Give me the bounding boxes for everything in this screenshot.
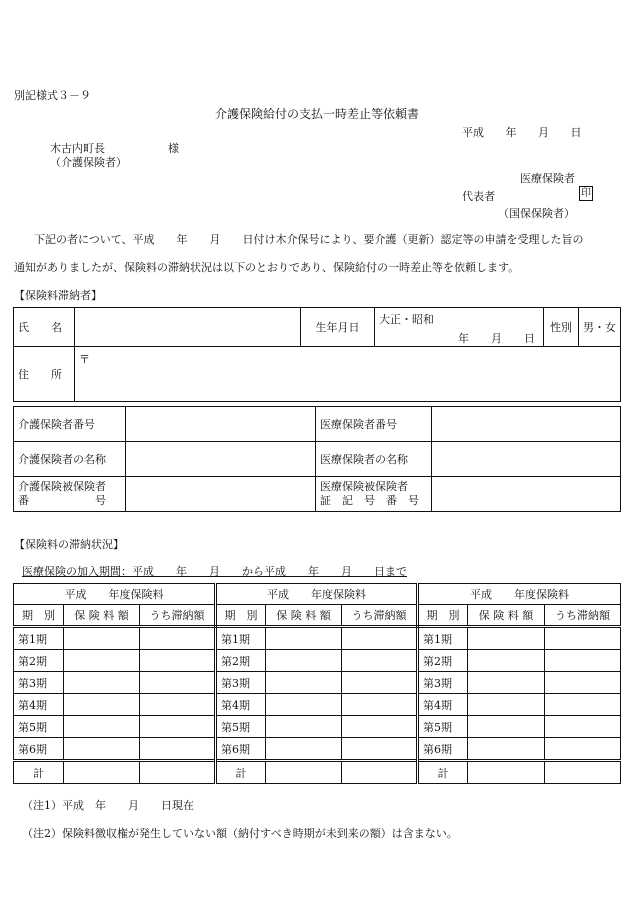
enrollment-period: 医療保険の加入期間：平成 年 月 から平成 年 月 日まで bbox=[22, 565, 407, 578]
iryo-insurer-no-label: 医療保険者番号 bbox=[316, 407, 432, 442]
form-id: 別記様式３－９ bbox=[14, 89, 91, 102]
table-row bbox=[14, 738, 621, 761]
premium-cell[interactable] bbox=[266, 738, 342, 761]
premium-cell[interactable] bbox=[64, 716, 140, 738]
col-premium: 保 険 料 額 bbox=[266, 605, 342, 627]
addressee-role: （介護保険者） bbox=[50, 156, 127, 169]
term-label: 第3期 bbox=[418, 672, 468, 694]
arrears-total-cell[interactable] bbox=[342, 761, 418, 784]
col-premium: 保 険 料 額 bbox=[64, 605, 140, 627]
arrears-cell[interactable] bbox=[342, 716, 418, 738]
premium-cell[interactable] bbox=[468, 738, 545, 761]
premium-cell[interactable] bbox=[468, 627, 545, 650]
term-label: 第2期 bbox=[14, 650, 64, 672]
table-row bbox=[14, 716, 621, 738]
premium-cell[interactable] bbox=[64, 627, 140, 650]
total-label: 計 bbox=[14, 761, 64, 784]
premium-cell[interactable] bbox=[468, 694, 545, 716]
person-table bbox=[13, 307, 621, 402]
name-label: 氏 名 bbox=[14, 308, 75, 347]
iryo-insurer-no-field[interactable] bbox=[432, 407, 621, 442]
fiscal-header-2: 平成 年度保険料 bbox=[216, 584, 418, 605]
term-label: 第1期 bbox=[418, 627, 468, 650]
addressee-name: 木古内町長 bbox=[50, 142, 105, 155]
total-label: 計 bbox=[418, 761, 468, 784]
postal-mark: 〒 bbox=[79, 353, 90, 366]
term-label: 第3期 bbox=[14, 672, 64, 694]
table-row bbox=[14, 627, 621, 650]
premium-total-cell[interactable] bbox=[266, 761, 342, 784]
iryo-insurer-name-field[interactable] bbox=[432, 442, 621, 477]
premium-cell[interactable] bbox=[266, 694, 342, 716]
dob-field[interactable] bbox=[375, 308, 544, 347]
document-title: 介護保険給付の支払一時差止等依頼書 bbox=[215, 107, 420, 121]
fiscal-header-3: 平成 年度保険料 bbox=[418, 584, 621, 605]
kaigo-insured-no-field[interactable] bbox=[126, 477, 316, 512]
arrears-cell[interactable] bbox=[545, 738, 621, 761]
premium-cell[interactable] bbox=[64, 650, 140, 672]
kaigo-insurer-no-field[interactable] bbox=[126, 407, 316, 442]
date-line bbox=[462, 124, 582, 140]
term-label: 第5期 bbox=[14, 716, 64, 738]
date-month: 月 bbox=[538, 126, 549, 139]
table-row bbox=[14, 650, 621, 672]
arrears-table bbox=[13, 583, 621, 784]
premium-cell[interactable] bbox=[266, 650, 342, 672]
table-row bbox=[14, 694, 621, 716]
col-arrears: うち滞納額 bbox=[140, 605, 216, 627]
arrears-cell[interactable] bbox=[545, 694, 621, 716]
arrears-cell[interactable] bbox=[342, 694, 418, 716]
col-arrears: うち滞納額 bbox=[545, 605, 621, 627]
col-premium: 保 険 料 額 bbox=[468, 605, 545, 627]
arrears-cell[interactable] bbox=[342, 672, 418, 694]
premium-cell[interactable] bbox=[468, 716, 545, 738]
kaigo-insurer-no-label: 介護保険者番号 bbox=[14, 407, 126, 442]
col-term: 期 別 bbox=[14, 605, 64, 627]
term-label: 第3期 bbox=[216, 672, 266, 694]
term-label: 第2期 bbox=[418, 650, 468, 672]
sender-rep: 代表者 bbox=[462, 190, 495, 203]
term-label: 第5期 bbox=[216, 716, 266, 738]
term-label: 第4期 bbox=[418, 694, 468, 716]
arrears-cell[interactable] bbox=[140, 716, 216, 738]
iryo-insured-no-label: 医療保険被保険者 証 記 号 番 号 bbox=[316, 477, 432, 512]
dob-ymd: 年 月 日 bbox=[458, 332, 535, 345]
arrears-cell[interactable] bbox=[342, 738, 418, 761]
term-label: 第4期 bbox=[216, 694, 266, 716]
arrears-cell[interactable] bbox=[545, 627, 621, 650]
address-field[interactable] bbox=[75, 347, 621, 402]
col-term: 期 別 bbox=[216, 605, 266, 627]
total-row bbox=[14, 761, 621, 784]
arrears-cell[interactable] bbox=[140, 694, 216, 716]
sex-label: 性別 bbox=[544, 308, 579, 347]
iryo-insurer-name-label: 医療保険者の名称 bbox=[316, 442, 432, 477]
premium-cell[interactable] bbox=[64, 738, 140, 761]
premium-cell[interactable] bbox=[468, 650, 545, 672]
kaigo-insurer-name-field[interactable] bbox=[126, 442, 316, 477]
fiscal-header-1: 平成 年度保険料 bbox=[14, 584, 216, 605]
kaigo-insurer-name-label: 介護保険者の名称 bbox=[14, 442, 126, 477]
date-year: 年 bbox=[505, 126, 517, 139]
premium-cell[interactable] bbox=[266, 672, 342, 694]
name-field[interactable] bbox=[75, 308, 301, 347]
arrears-cell[interactable] bbox=[140, 627, 216, 650]
premium-cell[interactable] bbox=[468, 672, 545, 694]
dob-label: 生年月日 bbox=[301, 308, 375, 347]
term-label: 第6期 bbox=[216, 738, 266, 761]
addressee-honorific: 様 bbox=[168, 142, 179, 155]
section-heading-delinquent: 【保険料滞納者】 bbox=[14, 289, 102, 302]
arrears-cell[interactable] bbox=[545, 672, 621, 694]
premium-cell[interactable] bbox=[64, 694, 140, 716]
address-label: 住 所 bbox=[14, 347, 75, 402]
sender-org: 医療保険者 bbox=[520, 172, 575, 185]
col-arrears: うち滞納額 bbox=[342, 605, 418, 627]
sex-field[interactable]: 男・女 bbox=[579, 308, 621, 347]
term-label: 第1期 bbox=[14, 627, 64, 650]
arrears-cell[interactable] bbox=[545, 650, 621, 672]
term-label: 第4期 bbox=[14, 694, 64, 716]
arrears-cell[interactable] bbox=[545, 716, 621, 738]
premium-cell[interactable] bbox=[266, 627, 342, 650]
kaigo-insured-no-label: 介護保険被保険者 番 号 bbox=[14, 477, 126, 512]
term-label: 第5期 bbox=[418, 716, 468, 738]
arrears-cell[interactable] bbox=[140, 738, 216, 761]
section-heading-arrears: 【保険料の滞納状況】 bbox=[14, 538, 124, 551]
premium-cell[interactable] bbox=[266, 716, 342, 738]
dob-era: 大正・昭和 bbox=[379, 313, 434, 326]
table-row bbox=[14, 672, 621, 694]
total-label: 計 bbox=[216, 761, 266, 784]
term-label: 第6期 bbox=[14, 738, 64, 761]
seal-mark: 印 bbox=[581, 188, 591, 199]
note-1: （注1）平成 年 月 日現在 bbox=[22, 799, 194, 812]
term-label: 第2期 bbox=[216, 650, 266, 672]
arrears-total-cell[interactable] bbox=[140, 761, 216, 784]
date-day: 日 bbox=[570, 126, 582, 139]
premium-total-cell[interactable] bbox=[64, 761, 140, 784]
term-label: 第1期 bbox=[216, 627, 266, 650]
arrears-total-cell[interactable] bbox=[545, 761, 621, 784]
insurer-table bbox=[13, 406, 621, 512]
col-term: 期 別 bbox=[418, 605, 468, 627]
body-line-1: 下記の者について、平成 年 月 日付け木介保号により、要介護（更新）認定等の申請を受理した旨の bbox=[34, 233, 584, 246]
iryo-insured-no-field[interactable] bbox=[432, 477, 621, 512]
arrears-cell[interactable] bbox=[342, 627, 418, 650]
premium-total-cell[interactable] bbox=[468, 761, 545, 784]
sender-role: （国保保険者） bbox=[498, 207, 575, 220]
note-2: （注2）保険料徴収権が発生していない額（納付すべき時期が未到来の額）は含まない。 bbox=[22, 827, 458, 840]
arrears-cell[interactable] bbox=[140, 672, 216, 694]
date-era: 平成 bbox=[462, 126, 484, 139]
arrears-cell[interactable] bbox=[140, 650, 216, 672]
premium-cell[interactable] bbox=[64, 672, 140, 694]
arrears-cell[interactable] bbox=[342, 650, 418, 672]
body-line-2: 通知がありましたが、保険料の滞納状況は以下のとおりであり、保険給付の一時差止等を依頼します。 bbox=[14, 261, 520, 274]
term-label: 第6期 bbox=[418, 738, 468, 761]
